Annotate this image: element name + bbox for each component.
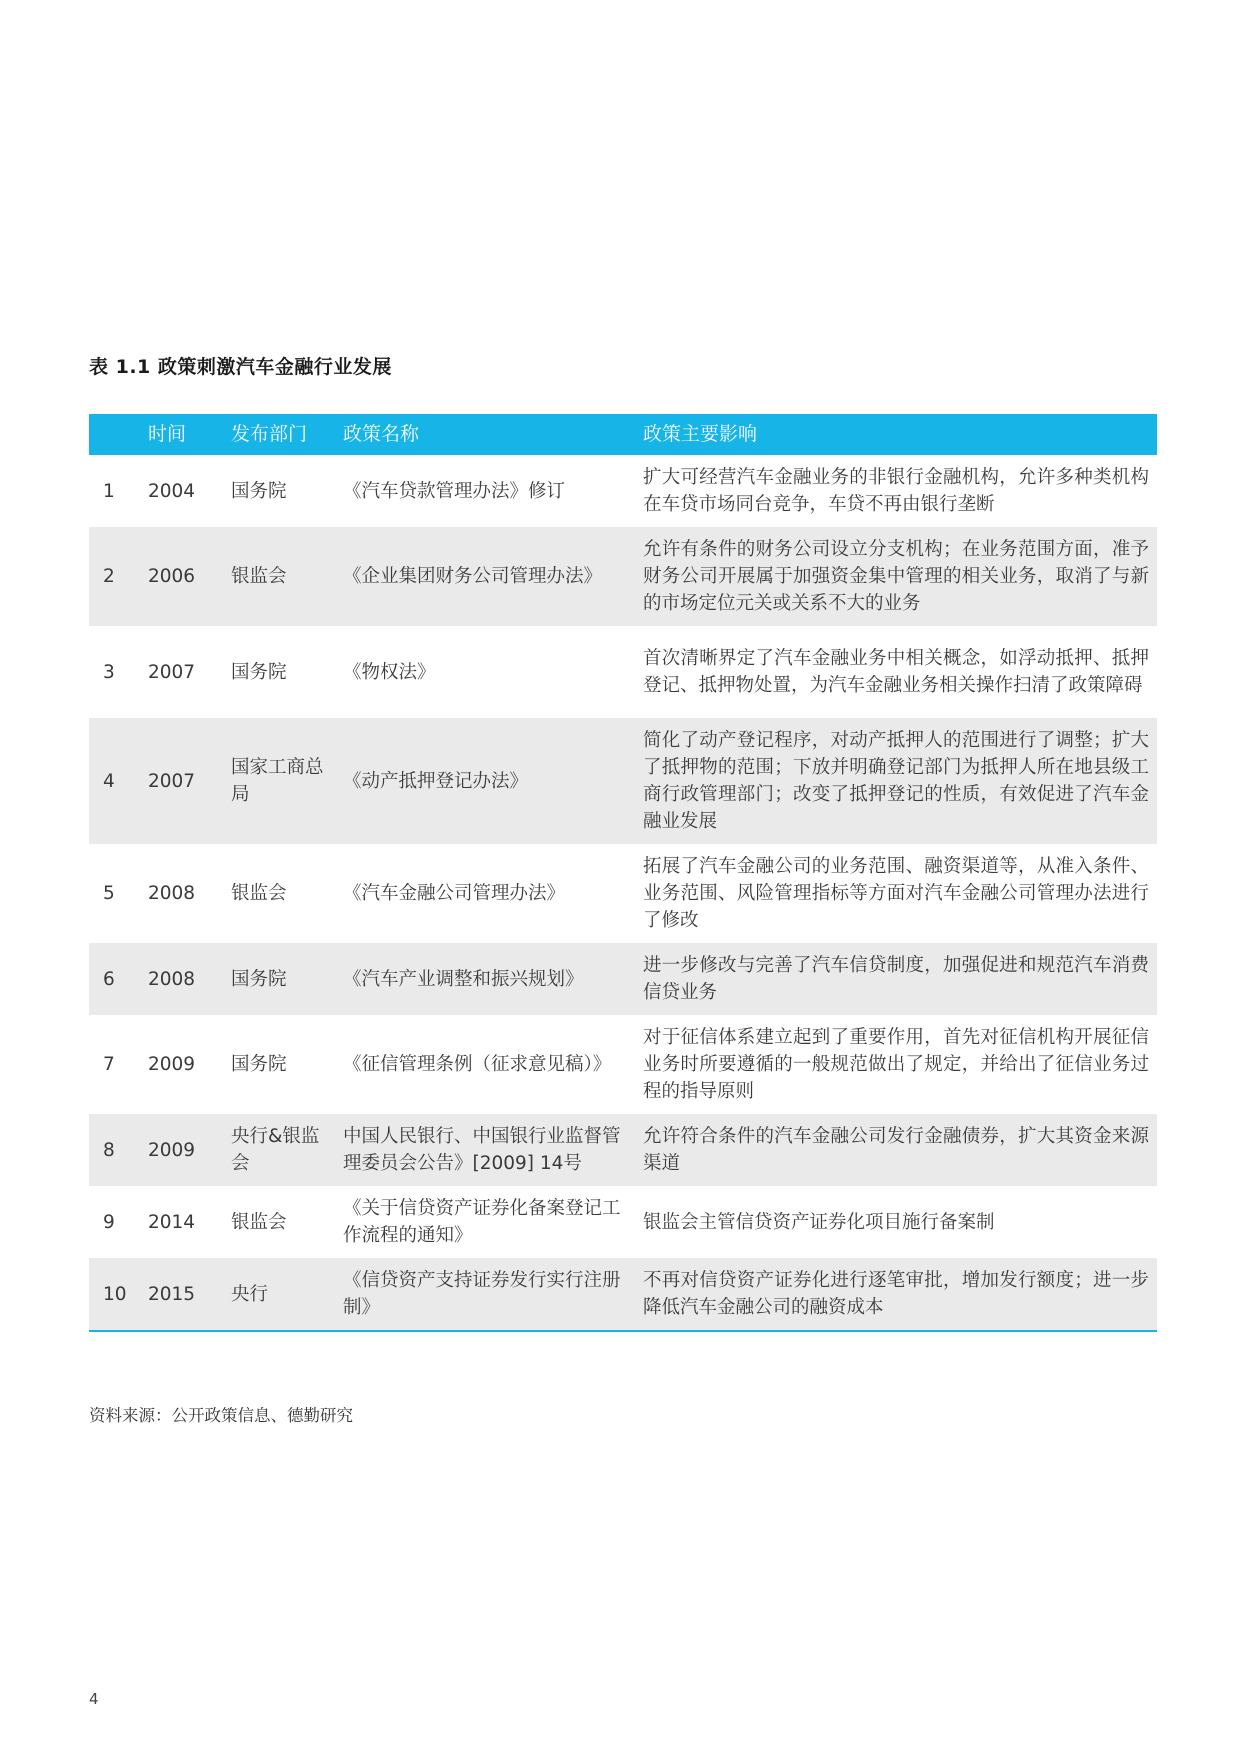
row-policy-name: 《物权法》 — [343, 661, 436, 683]
table-title: 表 1.1 政策刺激汽车金融行业发展 — [89, 356, 392, 378]
row-year: 2008 — [148, 883, 196, 904]
row-dept: 国务院 — [231, 480, 287, 502]
row-dept: 银监会 — [231, 1211, 287, 1233]
row-policy-name: 《汽车金融公司管理办法》 — [343, 883, 566, 904]
row-dept: 银监会 — [225, 527, 337, 626]
row-no: 1 — [103, 480, 115, 502]
header-impact: 政策主要影响 — [637, 414, 1157, 455]
header-no — [89, 414, 142, 455]
table-row — [89, 1258, 1157, 1331]
row-dept: 央行 — [225, 1258, 337, 1331]
table-header-row — [89, 414, 1157, 455]
row-impact: 扩大可经营汽车金融业务的非银行金融机构，允许多种类机构在车贷市场同台竞争，车贷不再由银行垄断 — [643, 467, 1149, 515]
table-row — [89, 527, 1157, 626]
row-year: 2009 — [142, 1114, 225, 1186]
row-year: 2007 — [148, 661, 196, 683]
row-policy-name: 《动产抵押登记办法》 — [337, 718, 637, 844]
row-impact: 简化了动产登记程序，对动产抵押人的范围进行了调整；扩大了抵押物的范围；下放并明确登记部门为抵押人所在地县级工商行政管理部门；改变了抵押登记的性质，有效促进了汽车金融业发展 — [637, 718, 1157, 844]
row-year: 2006 — [142, 527, 225, 626]
row-no: 7 — [103, 1054, 115, 1075]
row-year: 2004 — [148, 480, 196, 502]
row-impact: 对于征信体系建立起到了重要作用，首先对征信机构开展征信业务时所要遵循的一般规范做出了规定，并给出了征信业务过程的指导原则 — [643, 1027, 1149, 1102]
row-no: 9 — [103, 1211, 115, 1233]
row-policy-name: 《汽车产业调整和振兴规划》 — [337, 943, 637, 1015]
row-no: 2 — [89, 527, 142, 626]
header-year: 时间 — [142, 414, 225, 455]
row-impact: 进一步修改与完善了汽车信贷制度，加强促进和规范汽车消费信贷业务 — [637, 943, 1157, 1015]
header-name: 政策名称 — [337, 414, 637, 455]
row-dept: 国家工商总局 — [225, 718, 337, 844]
row-policy-name: 《汽车贷款管理办法》修订 — [343, 480, 566, 502]
table-row — [89, 1114, 1157, 1186]
table-row — [89, 626, 1157, 718]
source-note: 资料来源：公开政策信息、德勤研究 — [89, 1406, 353, 1425]
row-impact: 允许有条件的财务公司设立分支机构；在业务范围方面，准予财务公司开展属于加强资金集中管理的相关业务，取消了与新的市场定位元关或关系不大的业务 — [637, 527, 1157, 626]
page-number: 4 — [89, 1690, 99, 1708]
row-impact: 允许符合条件的汽车金融公司发行金融债券，扩大其资金来源渠道 — [637, 1114, 1157, 1186]
row-year: 2007 — [142, 718, 225, 844]
row-policy-name: 《征信管理条例（征求意见稿）》 — [343, 1054, 612, 1075]
row-impact: 不再对信贷资产证券化进行逐笔审批，增加发行额度；进一步降低汽车金融公司的融资成本 — [637, 1258, 1157, 1331]
row-policy-name: 中国人民银行、中国银行业监督管理委员会公告》[2009] 14号 — [337, 1114, 637, 1186]
table-row — [89, 1015, 1157, 1114]
table-row — [89, 455, 1157, 527]
row-no: 5 — [103, 883, 115, 904]
row-dept: 银监会 — [231, 883, 287, 904]
row-dept: 国务院 — [231, 1054, 287, 1075]
row-dept: 国务院 — [225, 943, 337, 1015]
row-policy-name: 《关于信贷资产证券化备案登记工作流程的通知》 — [343, 1198, 621, 1246]
table-row — [89, 718, 1157, 844]
policy-table — [89, 414, 1157, 1332]
row-impact: 首次清晰界定了汽车金融业务中相关概念，如浮动抵押、抵押登记、抵押物处置，为汽车金融业务相关操作扫清了政策障碍 — [643, 648, 1149, 696]
table-row — [89, 844, 1157, 943]
row-year: 2015 — [142, 1258, 225, 1331]
table-row — [89, 1186, 1157, 1258]
row-no: 4 — [89, 718, 142, 844]
row-no: 6 — [89, 943, 142, 1015]
row-no: 10 — [89, 1258, 142, 1331]
header-dept: 发布部门 — [225, 414, 337, 455]
table-row — [89, 943, 1157, 1015]
row-year: 2014 — [148, 1211, 196, 1233]
row-impact: 拓展了汽车金融公司的业务范围、融资渠道等，从准入条件、业务范围、风险管理指标等方面对汽车金融公司管理办法进行了修改 — [643, 856, 1149, 931]
row-policy-name: 《企业集团财务公司管理办法》 — [337, 527, 637, 626]
row-policy-name: 《信贷资产支持证券发行实行注册制》 — [337, 1258, 637, 1331]
row-impact: 银监会主管信贷资产证券化项目施行备案制 — [643, 1211, 995, 1233]
row-dept: 国务院 — [231, 661, 287, 683]
row-no: 8 — [89, 1114, 142, 1186]
row-no: 3 — [103, 661, 115, 683]
row-dept: 央行&银监会 — [225, 1114, 337, 1186]
row-year: 2008 — [142, 943, 225, 1015]
row-year: 2009 — [148, 1054, 196, 1075]
